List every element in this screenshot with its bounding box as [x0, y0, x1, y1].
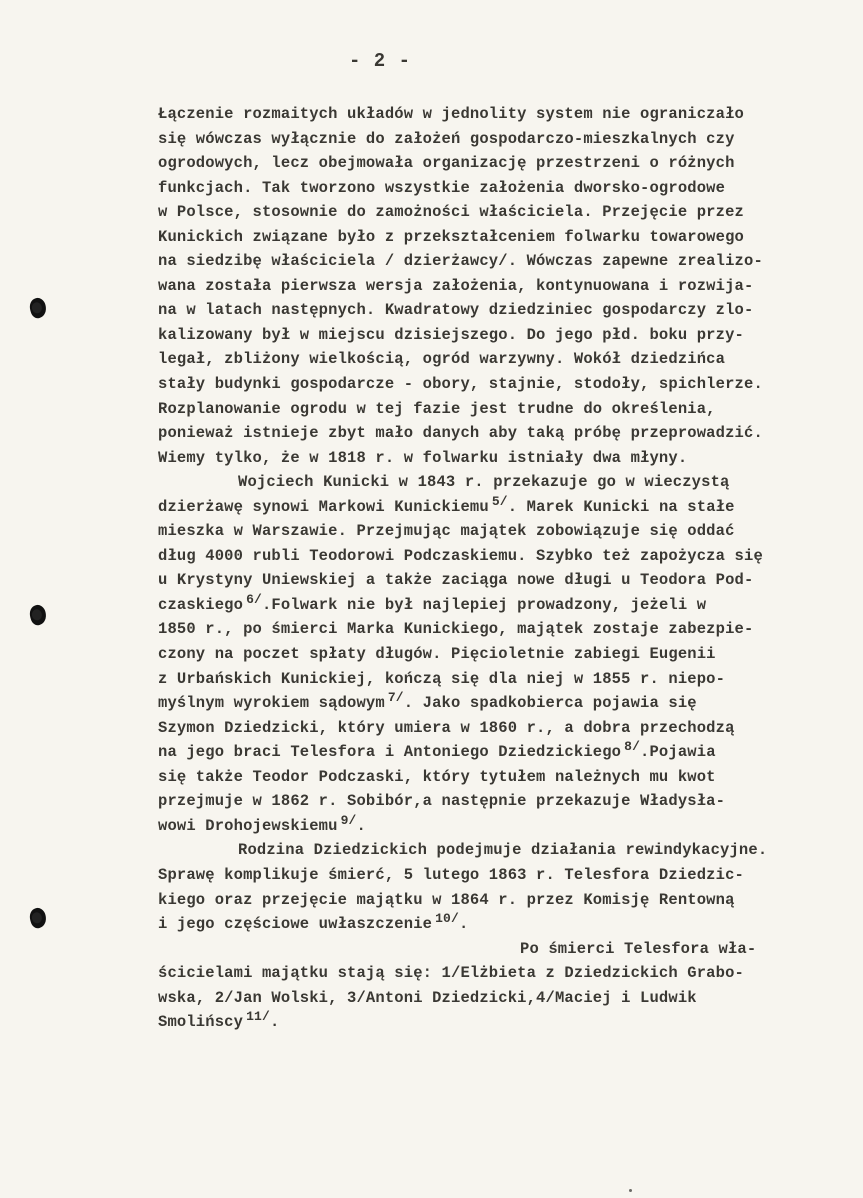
line-text: wana została pierwsza wersja założenia, kontynuowana i rozwija- — [158, 276, 754, 295]
text-line — [158, 298, 848, 323]
text-line — [158, 617, 848, 642]
text-line — [158, 716, 848, 741]
line-text: na siedzibę właściciela / dzierżawcy/. Wówczas zapewne zrealizo- — [158, 252, 763, 271]
text-line — [158, 691, 848, 716]
text-line — [158, 937, 848, 962]
text-line — [158, 127, 848, 152]
line-text-continuation: . — [356, 816, 366, 835]
line-text: na w latach następnych. Kwadratowy dziedziniec gospodarczy zlo- — [158, 301, 754, 320]
text-line — [158, 102, 848, 127]
text-line — [158, 593, 848, 618]
line-text-continuation: .Folwark nie był najlepiej prowadzony, jeżeli w — [261, 595, 707, 614]
text-line — [158, 519, 848, 544]
line-text: ogrodowych, lecz obejmowała organizację przestrzeni o różnych — [158, 154, 735, 173]
footnote-reference: 5/ — [491, 493, 508, 509]
line-text-continuation: .Pojawia — [640, 743, 716, 762]
paragraph — [158, 838, 848, 936]
text-line — [158, 1010, 848, 1035]
line-text: funkcjach. Tak tworzono wszystkie założenia dworsko-ogrodowe — [158, 178, 726, 197]
line-text: Szymon Dziedzicki, który umiera w 1860 r., a dobra przechodzą — [158, 718, 735, 737]
line-text: Rozplanowanie ogrodu w tej fazie jest trudne do określenia, — [158, 399, 716, 418]
text-line — [158, 200, 848, 225]
line-text: w Polsce, stosownie do zamożności właściciela. Przejęcie przez — [158, 203, 744, 222]
line-text: Wiemy tylko, że w 1818 r. w folwarku istniały dwa młyny. — [158, 448, 688, 467]
footnote-reference: 7/ — [387, 690, 404, 706]
text-line — [158, 347, 848, 372]
text-line — [158, 421, 848, 446]
line-text: się wówczas wyłącznie do założeń gospodarczo-mieszkalnych czy — [158, 129, 735, 148]
text-line — [158, 568, 848, 593]
line-text: Łączenie rozmaitych układów w jednolity system nie ograniczało — [158, 105, 744, 123]
page-number: - 2 - — [348, 50, 411, 72]
line-text: ponieważ istnieje zbyt mało danych aby taką próbę przeprowadzić. — [158, 424, 763, 443]
line-text: kiego oraz przejęcie majątku w 1864 r. przez Komisję Rentowną — [158, 890, 735, 909]
text-line — [158, 176, 848, 201]
text-line — [158, 249, 848, 274]
paragraph — [158, 937, 848, 1035]
text-line — [158, 372, 848, 397]
text-line — [158, 740, 848, 765]
line-text: Rodzina Dziedzickich podejmuje działania rewindykacyjne. — [238, 841, 768, 860]
line-text: czony na poczet spłaty długów. Pięcioletnie zabiegi Eugenii — [158, 645, 716, 664]
text-line — [158, 642, 848, 667]
punch-hole-bottom — [28, 906, 49, 929]
line-text: kalizowany był w miejscu dzisiejszego. Do jego płd. boku przy- — [158, 325, 744, 344]
line-text: na jego braci Telesfora i Antoniego Dziedzickiego — [158, 743, 622, 762]
line-text: mieszka w Warszawie. Przejmując majątek zobowiązuje się oddać — [158, 522, 735, 541]
text-line — [158, 323, 848, 348]
footnote-reference: 9/ — [340, 812, 357, 828]
line-text: z Urbańskich Kunickiej, kończą się dla niej w 1855 r. niepo- — [158, 669, 726, 688]
line-text-continuation: . — [269, 1013, 280, 1032]
text-line — [158, 986, 848, 1011]
line-text: myślnym wyrokiem sądowym — [158, 694, 385, 713]
line-text: czaskiego — [158, 595, 244, 614]
text-line — [158, 863, 848, 888]
text-line — [158, 446, 848, 471]
body-text — [158, 102, 848, 1035]
line-text: wska, 2/Jan Wolski, 3/Antoni Dziedzicki,4/Maciej i Ludwik — [158, 988, 697, 1007]
text-line — [158, 838, 848, 863]
punch-hole-top — [28, 296, 49, 319]
footnote-reference: 10/ — [435, 911, 459, 927]
text-line — [158, 912, 848, 937]
punch-hole-middle — [28, 603, 49, 626]
paper-speck — [629, 1189, 632, 1192]
text-line — [158, 397, 848, 422]
text-line — [158, 470, 848, 495]
line-text: Smolińscy — [158, 1013, 244, 1032]
text-line — [158, 789, 848, 814]
line-text: Sprawę komplikuje śmierć, 5 lutego 1863 r. Telesfora Dziedzic- — [158, 865, 744, 884]
text-line — [158, 667, 848, 692]
footnote-reference: 6/ — [246, 591, 262, 607]
line-text: u Krystyny Uniewskiej a także zaciąga nowe długi u Teodora Pod- — [158, 571, 754, 590]
line-text: wowi Drohojewskiemu — [158, 816, 338, 835]
line-text: 1850 r., po śmierci Marka Kunickiego, majątek zostaje zabezpie- — [158, 620, 754, 639]
line-text: stały budynki gospodarcze - obory, stajnie, stodoły, spichlerze. — [158, 375, 763, 394]
line-text: Wojciech Kunicki w 1843 r. przekazuje go w wieczystą — [238, 473, 730, 492]
text-line — [158, 225, 848, 250]
line-text-continuation: . Marek Kunicki na stałe — [507, 497, 735, 516]
text-line — [158, 544, 848, 569]
line-text: dług 4000 rubli Teodorowi Podczaskiemu. Szybko też zapożycza się — [158, 546, 763, 565]
footnote-reference: 8/ — [624, 739, 641, 755]
line-text: się także Teodor Podczaski, który tytułem należnych mu kwot — [158, 767, 716, 786]
text-line — [158, 888, 848, 913]
paragraph — [158, 102, 848, 470]
line-text: legał, zbliżony wielkością, ogród warzywny. Wokół dziedzińca — [158, 350, 726, 369]
footnote-reference: 11/ — [246, 1009, 270, 1025]
text-line — [158, 814, 848, 839]
line-text: Kunickich związane było z przekształceniem folwarku towarowego — [158, 227, 744, 246]
text-line — [158, 274, 848, 299]
line-text-continuation: . Jako spadkobierca pojawia się — [403, 694, 697, 713]
text-line — [158, 495, 848, 520]
line-text: Po śmierci Telesfora wła- — [520, 939, 757, 958]
paragraph — [158, 470, 848, 838]
line-text: ścicielami majątku stają się: 1/Elżbieta z Dziedzickich Grabo- — [158, 964, 744, 983]
line-text: przejmuje w 1862 r. Sobibór,a następnie przekazuje Władysła- — [158, 792, 726, 811]
text-line — [158, 151, 848, 176]
line-text: i jego częściowe uwłaszczenie — [158, 915, 433, 934]
line-text: dzierżawę synowi Markowi Kunickiemu — [158, 497, 489, 516]
text-line — [158, 961, 848, 986]
text-line — [158, 765, 848, 790]
line-text-continuation: . — [458, 915, 469, 934]
